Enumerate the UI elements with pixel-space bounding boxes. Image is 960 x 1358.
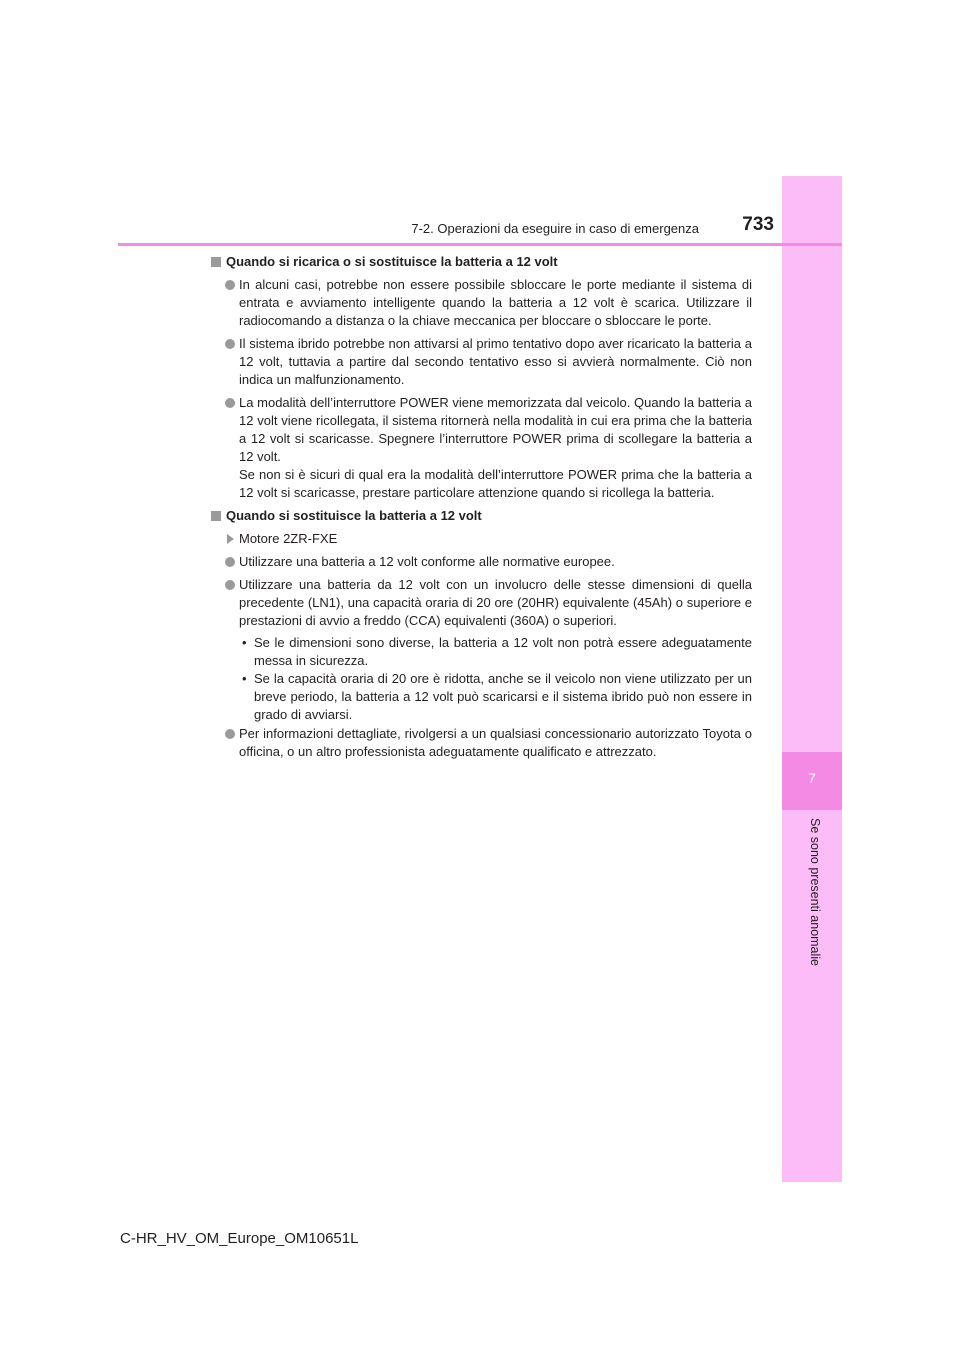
- list-item: Per informazioni dettagliate, rivolgersi a un qualsiasi concessionario autorizzato Toyota o officina, o un altro professionista adeguatamente qualificato e attrezzato.: [210, 725, 752, 761]
- square-bullet-icon: [211, 257, 221, 267]
- engine-variant-label: Motore 2ZR-FXE: [210, 530, 752, 548]
- section-heading: Quando si sostituisce la batteria a 12 volt: [210, 507, 752, 525]
- list-item: Utilizzare una batteria da 12 volt con un involucro delle stesse dimensioni di quella precedente (LN1), una capacità oraria di 20 ore (20HR) equivalente (45Ah) o superiore e prestazioni di avvio a freddo (CCA) equivalenti (360A) o superiori.: [210, 576, 752, 630]
- list-item-continuation: Se non si è sicuri di qual era la modalità dell’interruttore POWER prima che la batteria a 12 volt si scaricasse, prestare particolare attenzione quando si ricollega la batteria.: [239, 467, 752, 500]
- circle-bullet-icon: [225, 280, 235, 290]
- sub-bullet-marker: •: [242, 671, 247, 686]
- section-heading: Quando si ricarica o si sostituisce la batteria a 12 volt: [210, 253, 752, 271]
- document-code: C-HR_HV_OM_Europe_OM10651L: [120, 1230, 359, 1247]
- page-number: 733: [742, 214, 774, 235]
- circle-bullet-icon: [225, 729, 235, 739]
- circle-bullet-icon: [225, 557, 235, 567]
- header-divider: [118, 243, 842, 246]
- sub-list-item: • Se la capacità oraria di 20 ore è ridotta, anche se il veicolo non viene utilizzato per un breve periodo, la batteria a 12 volt può scaricarsi e il sistema ibrido può non essere in grado di avviarsi.: [242, 671, 752, 722]
- list-item: La modalità dell’interruttore POWER viene memorizzata dal veicolo. Quando la batteria a 12 volt viene ricollegata, il sistema ritornerà nella modalità in cui era prima che la batteria a 12 volt si scaricasse. Spegnere l’interruttore POWER prima di scollegare la batteria a 12 volt. Se non si è sicuri di qual era la modalità dell’interruttore POWER prima che la batteria a 12 volt si scaricasse, prestare particolare attenzione quando si ricollega la batteria.: [210, 394, 752, 502]
- chapter-number: 7: [808, 770, 816, 786]
- sub-list-item: • Se le dimensioni sono diverse, la batteria a 12 volt non potrà essere adeguatamente messa in sicurezza.: [242, 635, 752, 668]
- chapter-side-tab: [782, 176, 842, 1182]
- list-item: Il sistema ibrido potrebbe non attivarsi al primo tentativo dopo aver ricaricato la batteria a 12 volt, tuttavia a partire dal secondo tentativo esso si avvierà normalmente. Ciò non indica un malfunzionamento.: [210, 335, 752, 389]
- list-item: In alcuni casi, potrebbe non essere possibile sbloccare le porte mediante il sistema di entrata e avviamento intelligente quando la batteria a 12 volt è scarica. Utilizzare il radiocomando a distanza o la chiave meccanica per bloccare o sbloccare le porte.: [210, 276, 752, 330]
- chapter-label: Se sono presenti anomalie: [808, 818, 822, 967]
- circle-bullet-icon: [225, 339, 235, 349]
- sub-bullet-marker: •: [242, 635, 247, 650]
- triangle-arrow-icon: [227, 534, 234, 544]
- circle-bullet-icon: [225, 580, 235, 590]
- section-title: 7-2. Operazioni da eseguire in caso di emergenza: [411, 221, 699, 236]
- square-bullet-icon: [211, 511, 221, 521]
- list-item: Utilizzare una batteria a 12 volt conforme alle normative europee.: [210, 553, 752, 571]
- circle-bullet-icon: [225, 398, 235, 408]
- page-content: [210, 253, 752, 766]
- chapter-number-tab: [782, 752, 842, 810]
